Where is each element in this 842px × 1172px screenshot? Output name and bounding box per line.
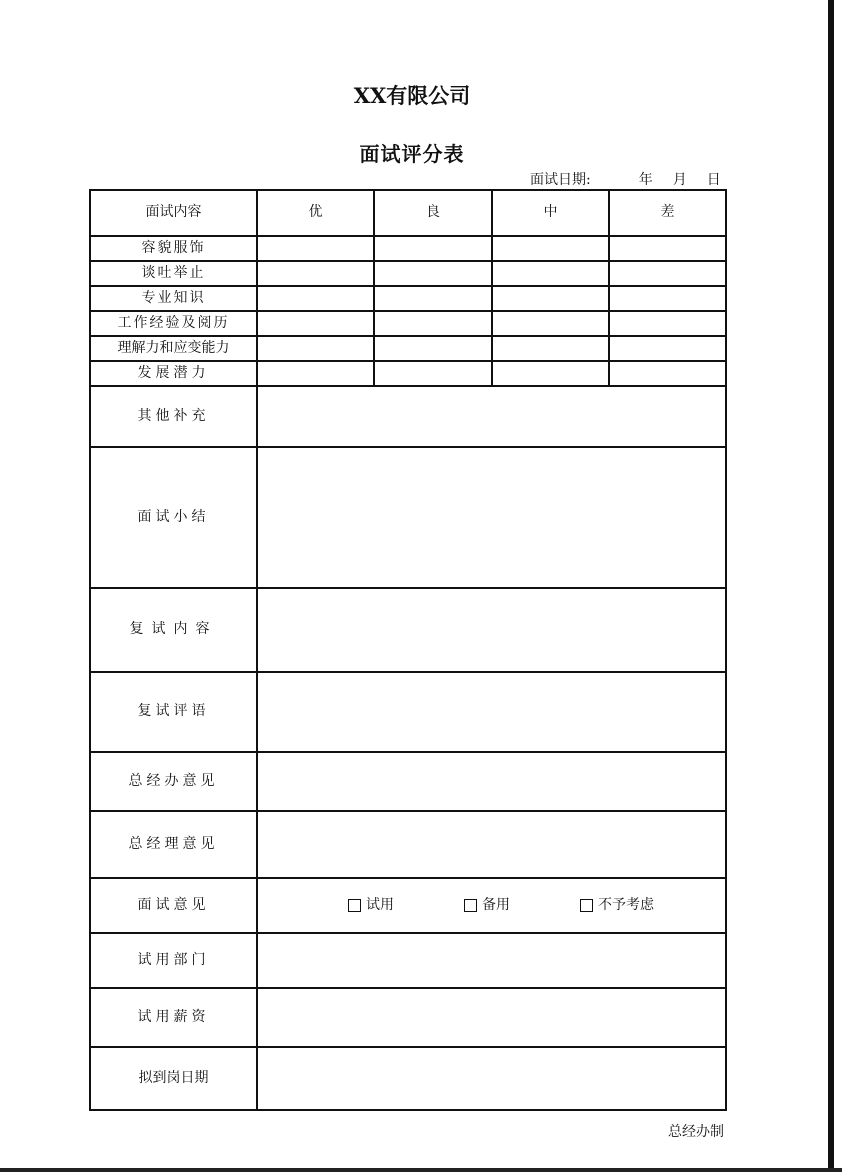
- gm-opinion-input-area[interactable]: [257, 811, 726, 878]
- interview-date-line: [530, 169, 732, 189]
- checkbox-icon[interactable]: [580, 899, 593, 912]
- option-trial-label: 试用: [366, 896, 394, 913]
- score-cell[interactable]: [374, 286, 492, 311]
- score-cell[interactable]: [374, 361, 492, 386]
- date-day: 日: [706, 172, 721, 188]
- option-reserve[interactable]: [464, 898, 510, 913]
- score-cell[interactable]: [374, 336, 492, 361]
- table-row: [90, 588, 726, 672]
- score-cell[interactable]: [257, 261, 374, 286]
- second-comment-input-area[interactable]: [257, 672, 726, 752]
- score-cell[interactable]: [492, 336, 609, 361]
- trial-salary-input-area[interactable]: [257, 988, 726, 1047]
- section-gm-opinion: 总经理意见: [90, 811, 257, 878]
- date-label: 面试日期:: [530, 172, 591, 188]
- score-cell[interactable]: [609, 286, 726, 311]
- section-office-opinion: 总经办意见: [90, 752, 257, 811]
- score-cell[interactable]: [609, 236, 726, 261]
- date-year: 年: [638, 172, 653, 188]
- section-summary: 面试小结: [90, 447, 257, 588]
- issuer-note: 总经办制: [668, 1124, 724, 1140]
- table-row: [90, 286, 726, 311]
- office-opinion-input-area[interactable]: [257, 752, 726, 811]
- table-row: [90, 752, 726, 811]
- score-cell[interactable]: [492, 311, 609, 336]
- table-row: [90, 336, 726, 361]
- second-content-input-area[interactable]: [257, 588, 726, 672]
- section-second-comment: 复试评语: [90, 672, 257, 752]
- score-cell[interactable]: [374, 236, 492, 261]
- page-bottom-edge: [0, 1168, 842, 1172]
- page-right-edge: [828, 0, 834, 1172]
- score-cell[interactable]: [609, 336, 726, 361]
- grade-excellent: 优: [257, 190, 374, 236]
- section-second-content: 复试内容: [90, 588, 257, 672]
- section-interview-opinion: 面试意见: [90, 878, 257, 933]
- table-row: [90, 811, 726, 878]
- score-cell[interactable]: [609, 361, 726, 386]
- table-row: [90, 386, 726, 447]
- score-cell[interactable]: [257, 336, 374, 361]
- form-title: 面试评分表: [359, 142, 465, 166]
- criterion-adaptability: 理解力和应变能力: [90, 336, 257, 361]
- checkbox-icon[interactable]: [348, 899, 361, 912]
- section-trial-salary: 试用薪资: [90, 988, 257, 1047]
- score-cell[interactable]: [492, 361, 609, 386]
- checkbox-icon[interactable]: [464, 899, 477, 912]
- score-cell[interactable]: [492, 261, 609, 286]
- section-other: 其他补充: [90, 386, 257, 447]
- table-row: [90, 261, 726, 286]
- other-input-area[interactable]: [257, 386, 726, 447]
- table-row: [90, 447, 726, 588]
- grade-good: 良: [374, 190, 492, 236]
- table-row: [90, 311, 726, 336]
- option-trial[interactable]: [348, 898, 394, 913]
- company-name: XX有限公司: [353, 83, 471, 108]
- score-cell[interactable]: [257, 236, 374, 261]
- criterion-potential: 发展潜力: [90, 361, 257, 386]
- summary-input-area[interactable]: [257, 447, 726, 588]
- date-month: 月: [672, 172, 687, 188]
- score-cell[interactable]: [374, 261, 492, 286]
- section-trial-dept: 试用部门: [90, 933, 257, 988]
- score-cell[interactable]: [257, 286, 374, 311]
- section-start-date: 拟到岗日期: [90, 1047, 257, 1110]
- table-header-row: [90, 190, 726, 236]
- criterion-expertise: 专业知识: [90, 286, 257, 311]
- score-cell[interactable]: [257, 311, 374, 336]
- table-row: [90, 361, 726, 386]
- score-cell[interactable]: [492, 286, 609, 311]
- criterion-appearance: 容貌服饰: [90, 236, 257, 261]
- option-reject[interactable]: [580, 898, 654, 913]
- grade-poor: 差: [609, 190, 726, 236]
- table-row: [90, 1047, 726, 1110]
- score-cell[interactable]: [257, 361, 374, 386]
- header-label-cell: 面试内容: [90, 190, 257, 236]
- interview-score-table: [89, 189, 727, 1111]
- table-row: [90, 236, 726, 261]
- start-date-input-area[interactable]: [257, 1047, 726, 1110]
- interview-opinion-options: [257, 878, 726, 933]
- score-cell[interactable]: [492, 236, 609, 261]
- score-cell[interactable]: [374, 311, 492, 336]
- criterion-experience: 工作经验及阅历: [90, 311, 257, 336]
- criterion-manners: 谈吐举止: [90, 261, 257, 286]
- table-row: [90, 933, 726, 988]
- table-row: [90, 672, 726, 752]
- grade-average: 中: [492, 190, 609, 236]
- option-reserve-label: 备用: [482, 896, 510, 913]
- table-row: [90, 988, 726, 1047]
- score-cell[interactable]: [609, 261, 726, 286]
- option-reject-label: 不予考虑: [598, 896, 654, 913]
- table-row: [90, 878, 726, 933]
- score-cell[interactable]: [609, 311, 726, 336]
- trial-dept-input-area[interactable]: [257, 933, 726, 988]
